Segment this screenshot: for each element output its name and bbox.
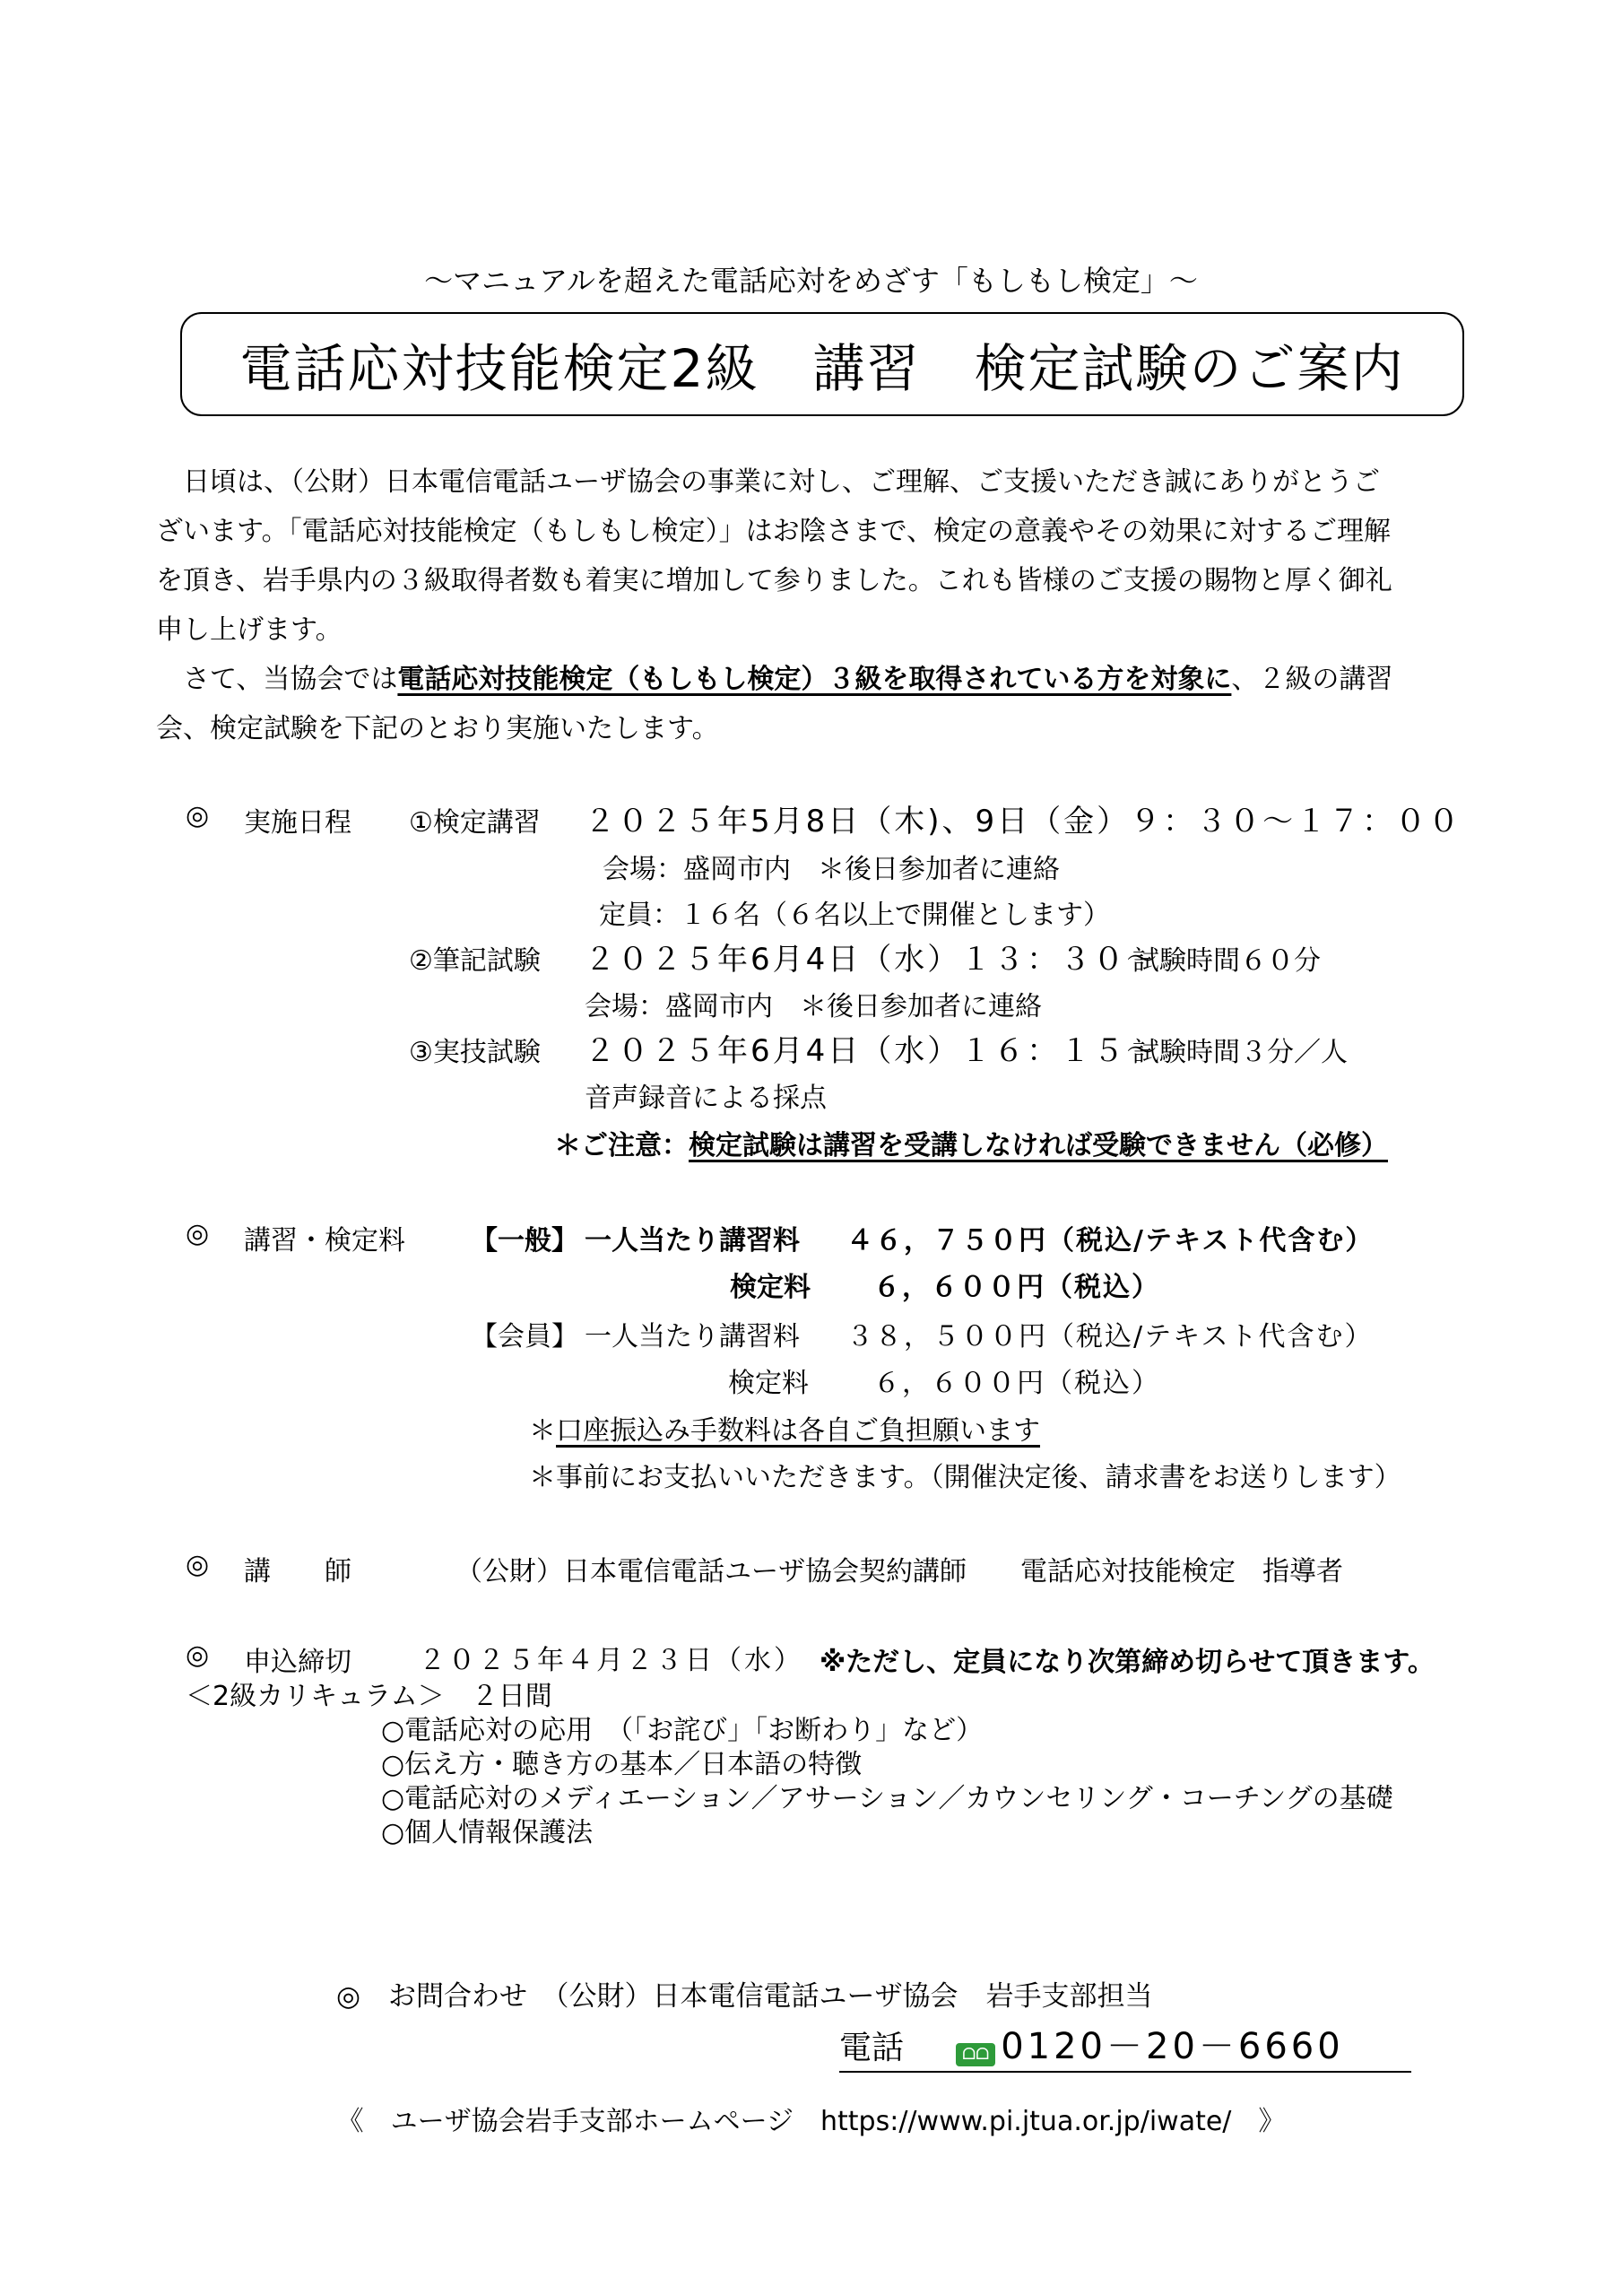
deadline-date: ２０２５年４月２３日（水） [419,1645,803,1676]
member-exam-label: 検定料 [728,1368,809,1399]
caution [554,1123,1388,1162]
schedule-label: 実施日程 [244,807,351,839]
title-box [180,312,1464,416]
general-exam-fee: ６，６００円（税込） [873,1272,1160,1303]
curriculum-heading: ＜2級カリキュラム＞ ２日間 [186,1681,552,1712]
curriculum-item: ○電話応対の応用 （「お詫び」「お断わり」など） [381,1715,984,1746]
phone-label: 電話 [839,2030,905,2066]
member-lecture-fee: ３８，５００円（税込/テキスト代含む） [846,1321,1374,1352]
free-dial-icon: ᗝᗝ [956,2043,995,2066]
instructor-label: 講 師 [244,1556,351,1587]
member-tag: 【会員】 [471,1321,578,1352]
lecture-venue: 会場：盛岡市内 ＊後日参加者に連絡 [603,854,1060,885]
curriculum-item: ○個人情報保護法 [381,1817,594,1848]
caution-text: 検定試験は講習を受講しなければ受験できません（必修） [689,1130,1388,1161]
instructor-mark: ◎ [186,1549,210,1580]
contact-phone [839,2018,1411,2073]
schedule-mark: ◎ [186,800,210,831]
practical-time: 試験時間３分／人 [1132,1037,1348,1068]
intro-line: 日頃は、（公財）日本電信電話ユーザ協会の事業に対し、ご理解、ご支援いただき誠にありがとうご [183,466,1380,498]
fee-note-1 [529,1408,1040,1448]
fees-label: 講習・検定料 [244,1225,405,1257]
intro-line: ざいます。「電話応対技能検定（もしもし検定）」はお陰さまで、検定の意義やその効果に対するご理解 [156,516,1391,547]
intro-line: 申し上げます。 [156,614,343,646]
subtitle: ～マニュアルを超えた電話応対をめざす「もしもし検定」～ [424,264,1198,298]
intro-line-2 [156,655,1465,704]
instructor-text: （公財）日本電信電話ユーザ協会契約講師 電話応対技能検定 指導者 [455,1556,1343,1587]
fees-mark: ◎ [186,1218,210,1249]
intro-text: 、２級の講習 [1231,664,1393,695]
lecture-capacity: 定員：１６名（６名以上で開催とします） [599,900,1110,931]
general-tag: 【一般】 [471,1225,578,1257]
page-title: 電話応対技能検定2級 講習 検定試験のご案内 [239,338,1405,399]
caution-prefix: ＊ご注意： [554,1130,689,1161]
general-lecture-fee: ４６，７５０円（税込/テキスト代含む） [846,1225,1375,1257]
fee-note-2: ＊事前にお支払いいただきます。（開催決定後、請求書をお送りします） [529,1462,1401,1493]
general-exam-label: 検定料 [730,1272,811,1303]
member-lecture-label: 一人当たり講習料 [585,1321,800,1352]
fee-note-text: 口座振込み手数料は各自ご負担願います [556,1415,1040,1447]
deadline-label: 申込締切 [244,1647,351,1678]
curriculum-item: ○電話応対のメディエーション／アサーション／カウンセリング・コーチングの基礎 [381,1783,1393,1814]
written-time: 試験時間６０分 [1132,945,1321,977]
intro-paragraph [156,457,1465,753]
homepage-link[interactable]: 《 ユーザ協会岩手支部ホームページ https://www.pi.jtua.or.jp/iwate/ 》 [336,2106,1286,2137]
written-venue: 会場：盛岡市内 ＊後日参加者に連絡 [585,991,1042,1022]
lecture-label: ①検定講習 [409,807,541,839]
deadline-note: ※ただし、定員になり次第締め切らせて頂きます。 [820,1647,1435,1678]
written-date: ２０２５年6月4日（水）１３：３０～ [585,942,1160,978]
intro-text: さて、当協会では [183,664,398,695]
member-exam-fee: ６，６００円（税込） [873,1368,1160,1399]
practical-note: 音声録音による採点 [585,1083,827,1114]
intro-line: 会、検定試験を下記のとおり実施いたします。 [156,713,719,744]
deadline-mark: ◎ [186,1639,210,1671]
intro-line: を頂き、岩手県内の３級取得者数も着実に増加して参りました。これも皆様のご支援の賜物と厚く御礼 [156,565,1392,596]
lecture-date: ２０２５年5月8日（木)、9日（金）９：３０～１７：００ [585,804,1462,839]
practical-date: ２０２５年6月4日（水）１６：１５～ [585,1033,1160,1069]
practical-label: ③実技試験 [409,1037,541,1068]
curriculum-item: ○伝え方・聴き方の基本／日本語の特徴 [381,1749,863,1780]
target-emphasis: 電話応対技能検定（もしもし検定）３級を取得されている方を対象に [397,664,1232,695]
phone-number: 0120－20－6660 [1001,2026,1344,2067]
fee-note-prefix: ＊ [529,1415,556,1447]
general-lecture-label: 一人当たり講習料 [585,1225,800,1257]
contact-line: ◎ お問合わせ （公財）日本電信電話ユーザ協会 岩手支部担当 [336,1980,1153,2013]
written-label: ②筆記試験 [409,945,541,977]
